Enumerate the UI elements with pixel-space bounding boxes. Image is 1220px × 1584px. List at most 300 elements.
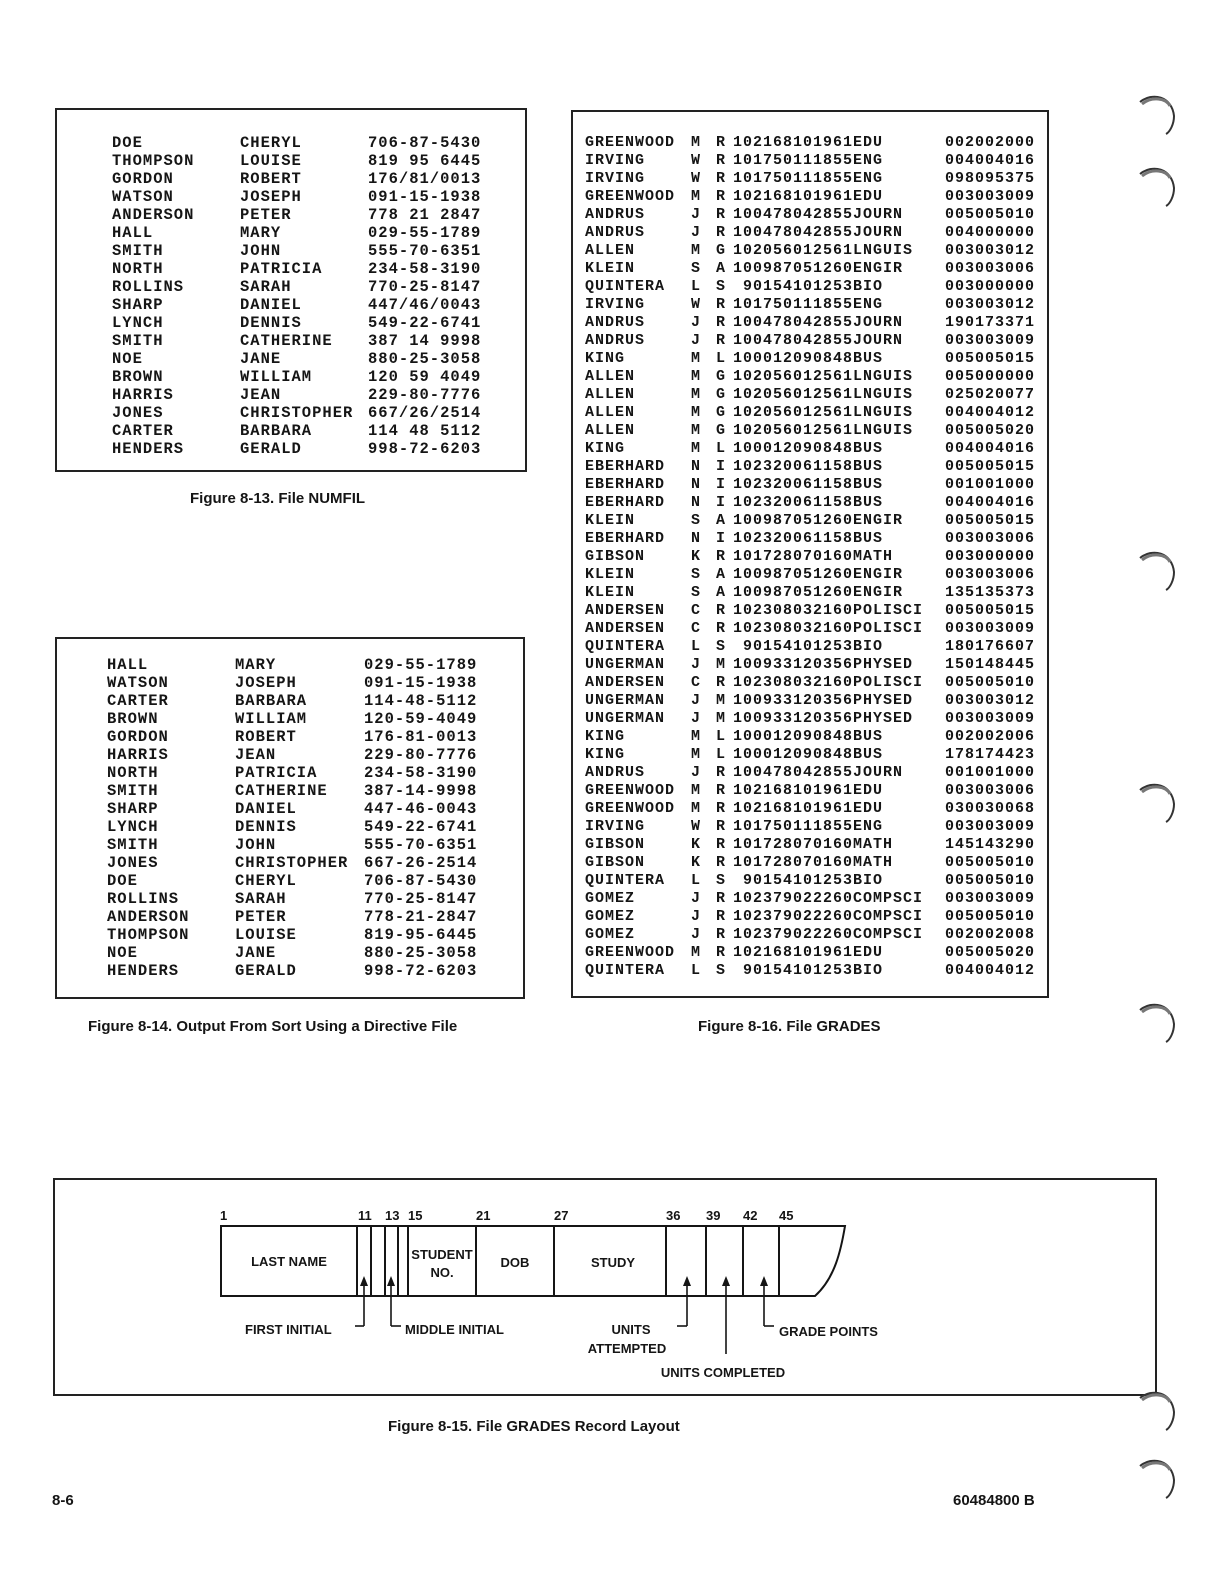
number-cell: 176-81-0013 (364, 728, 478, 746)
first-initial-cell: M (691, 782, 702, 799)
last-name-cell: KLEIN (585, 566, 636, 583)
last-name-cell: ANDRUS (585, 332, 646, 349)
units-cell: 001001000 (945, 764, 1036, 781)
middle-initial-cell: L (716, 440, 727, 457)
record-cell: 90154101253BIO (733, 872, 884, 889)
first-initial-cell: W (691, 818, 702, 835)
record-cell: 100478042855JOURN (733, 764, 904, 781)
page-number: 8-6 (52, 1492, 74, 1509)
record-cell: 102320061158BUS (733, 494, 884, 511)
pos-39: 39 (706, 1208, 721, 1223)
middle-initial-cell: R (716, 548, 727, 565)
units-cell: 025020077 (945, 386, 1036, 403)
first-initial-cell: M (691, 188, 702, 205)
number-cell: 998-72-6203 (364, 962, 478, 980)
units-cell: 003003012 (945, 692, 1036, 709)
record-cell: 102320061158BUS (733, 530, 884, 547)
record-cell: 101728070160MATH (733, 836, 894, 853)
first-initial-cell: C (691, 674, 702, 691)
middle-initial-cell: R (716, 332, 727, 349)
number-cell: 880-25-3058 (364, 944, 478, 962)
number-cell: 549-22-6741 (364, 818, 478, 836)
last-name-cell: DOE (107, 872, 138, 890)
first-name-cell: MARY (240, 224, 282, 242)
last-name-cell: ANDRUS (585, 764, 646, 781)
last-name-cell: EBERHARD (585, 494, 666, 511)
middle-initial-cell: M (716, 692, 727, 709)
last-name-cell: GREENWOOD (585, 134, 676, 151)
first-initial-cell: J (691, 710, 702, 727)
first-name-cell: CHRISTOPHER (235, 854, 349, 872)
first-name-cell: JEAN (235, 746, 277, 764)
middle-initial-cell: R (716, 314, 727, 331)
middle-initial-cell: R (716, 782, 727, 799)
middle-initial-cell: R (716, 170, 727, 187)
binder-hole-icon (1138, 1456, 1180, 1500)
record-cell: 100987051260ENGIR (733, 512, 904, 529)
number-cell: 819 95 6445 (368, 152, 482, 170)
number-cell: 176/81/0013 (368, 170, 482, 188)
figure-8-13-numfil-table (55, 108, 527, 472)
last-name-cell: KING (585, 350, 626, 367)
middle-initial-cell: S (716, 872, 727, 889)
middle-initial-cell: I (716, 476, 727, 493)
last-name-cell: UNGERMAN (585, 692, 666, 709)
last-name-cell: HARRIS (107, 746, 169, 764)
units-cell: 003000000 (945, 278, 1036, 295)
units-cell: 005005015 (945, 602, 1036, 619)
number-cell: 778 21 2847 (368, 206, 482, 224)
last-name-cell: GIBSON (585, 854, 646, 871)
middle-initial-cell: R (716, 224, 727, 241)
record-cell: 102168101961EDU (733, 188, 884, 205)
units-cell: 002002000 (945, 134, 1036, 151)
last-name-cell: KLEIN (585, 584, 636, 601)
first-initial-cell: M (691, 944, 702, 961)
first-initial-cell: C (691, 602, 702, 619)
number-cell: 234-58-3190 (368, 260, 482, 278)
number-cell: 114-48-5112 (364, 692, 478, 710)
middle-initial-cell: R (716, 296, 727, 313)
callout-units-attempted-1: UNITS (611, 1322, 651, 1337)
record-cell: 100987051260ENGIR (733, 584, 904, 601)
record-cell: 100012090848BUS (733, 440, 884, 457)
record-cell: 102056012561LNGUIS (733, 368, 914, 385)
field-student-no-2: NO. (430, 1265, 454, 1280)
last-name-cell: WATSON (112, 188, 174, 206)
first-initial-cell: S (691, 584, 702, 601)
first-name-cell: MARY (235, 656, 277, 674)
binder-hole-icon (1138, 780, 1180, 824)
units-cell: 005005015 (945, 350, 1036, 367)
middle-initial-cell: G (716, 422, 727, 439)
number-cell: 447-46-0043 (364, 800, 478, 818)
first-initial-cell: J (691, 908, 702, 925)
number-cell: 114 48 5112 (368, 422, 482, 440)
first-initial-cell: M (691, 350, 702, 367)
record-cell: 102320061158BUS (733, 476, 884, 493)
record-cell: 102056012561LNGUIS (733, 386, 914, 403)
first-initial-cell: M (691, 422, 702, 439)
units-cell: 005000000 (945, 368, 1036, 385)
figure-8-16-grades-table (571, 110, 1049, 998)
middle-initial-cell: I (716, 530, 727, 547)
units-cell: 002002006 (945, 728, 1036, 745)
callout-units-completed: UNITS COMPLETED (660, 1365, 786, 1380)
number-cell: 555-70-6351 (364, 836, 478, 854)
middle-initial-cell: R (716, 602, 727, 619)
last-name-cell: SMITH (112, 242, 164, 260)
record-cell: 90154101253BIO (733, 278, 884, 295)
last-name-cell: EBERHARD (585, 530, 666, 547)
middle-initial-cell: A (716, 566, 727, 583)
first-initial-cell: K (691, 548, 702, 565)
units-cell: 003003006 (945, 782, 1036, 799)
first-initial-cell: J (691, 206, 702, 223)
number-cell: 387-14-9998 (364, 782, 478, 800)
last-name-cell: GREENWOOD (585, 944, 676, 961)
units-cell: 003000000 (945, 548, 1036, 565)
first-initial-cell: M (691, 134, 702, 151)
last-name-cell: GORDON (112, 170, 174, 188)
units-cell: 005005010 (945, 872, 1036, 889)
middle-initial-cell: G (716, 404, 727, 421)
record-cell: 100012090848BUS (733, 728, 884, 745)
units-cell: 005005020 (945, 944, 1036, 961)
middle-initial-cell: S (716, 278, 727, 295)
first-name-cell: JANE (240, 350, 282, 368)
first-initial-cell: L (691, 872, 702, 889)
units-cell: 003003006 (945, 260, 1036, 277)
record-cell: 102168101961EDU (733, 944, 884, 961)
number-cell: 819-95-6445 (364, 926, 478, 944)
first-name-cell: DENNIS (240, 314, 302, 332)
first-initial-cell: J (691, 656, 702, 673)
figure-8-16-caption: Figure 8-16. File GRADES (698, 1018, 881, 1035)
units-cell: 004004016 (945, 494, 1036, 511)
units-cell: 004000000 (945, 224, 1036, 241)
units-cell: 005005010 (945, 674, 1036, 691)
number-cell: 770-25-8147 (368, 278, 482, 296)
first-initial-cell: L (691, 638, 702, 655)
record-cell: 101728070160MATH (733, 854, 894, 871)
last-name-cell: KING (585, 746, 626, 763)
last-name-cell: JONES (107, 854, 159, 872)
last-name-cell: ROLLINS (107, 890, 180, 908)
document-number: 60484800 B (953, 1492, 1035, 1509)
middle-initial-cell: R (716, 890, 727, 907)
number-cell: 120-59-4049 (364, 710, 478, 728)
last-name-cell: HALL (107, 656, 149, 674)
last-name-cell: UNGERMAN (585, 710, 666, 727)
record-cell: 101750111855ENG (733, 818, 884, 835)
last-name-cell: ALLEN (585, 422, 636, 439)
units-cell: 004004016 (945, 152, 1036, 169)
field-student-no-1: STUDENT (411, 1247, 473, 1262)
first-name-cell: LOUISE (235, 926, 297, 944)
first-name-cell: SARAH (235, 890, 287, 908)
last-name-cell: KING (585, 440, 626, 457)
first-initial-cell: L (691, 962, 702, 979)
last-name-cell: ROLLINS (112, 278, 185, 296)
number-cell: 549-22-6741 (368, 314, 482, 332)
last-name-cell: EBERHARD (585, 476, 666, 493)
middle-initial-cell: L (716, 746, 727, 763)
first-initial-cell: M (691, 368, 702, 385)
first-initial-cell: J (691, 224, 702, 241)
first-initial-cell: N (691, 494, 702, 511)
first-initial-cell: N (691, 476, 702, 493)
pos-15: 15 (408, 1208, 423, 1223)
binder-hole-icon (1138, 1000, 1180, 1044)
last-name-cell: GOMEZ (585, 926, 636, 943)
number-cell: 120 59 4049 (368, 368, 482, 386)
callout-middle-initial: MIDDLE INITIAL (405, 1322, 504, 1337)
last-name-cell: HENDERS (107, 962, 180, 980)
units-cell: 004004016 (945, 440, 1036, 457)
record-cell: 102308032160POLISCI (733, 674, 924, 691)
units-cell: 003003009 (945, 890, 1036, 907)
first-name-cell: PATRICIA (235, 764, 318, 782)
units-cell: 003003009 (945, 620, 1036, 637)
record-cell: 90154101253BIO (733, 638, 884, 655)
first-name-cell: ROBERT (240, 170, 302, 188)
last-name-cell: CARTER (107, 692, 169, 710)
units-cell: 002002008 (945, 926, 1036, 943)
figure-8-15-record-layout (53, 1178, 1157, 1396)
last-name-cell: ANDRUS (585, 314, 646, 331)
figure-8-13-caption: Figure 8-13. File NUMFIL (190, 490, 366, 507)
first-name-cell: DENNIS (235, 818, 297, 836)
last-name-cell: ANDERSEN (585, 602, 666, 619)
number-cell: 706-87-5430 (364, 872, 478, 890)
record-cell: 102168101961EDU (733, 782, 884, 799)
field-dob: DOB (500, 1255, 530, 1270)
number-cell: 029-55-1789 (364, 656, 478, 674)
record-cell: 102168101961EDU (733, 134, 884, 151)
units-cell: 005005020 (945, 422, 1036, 439)
units-cell: 030030068 (945, 800, 1036, 817)
last-name-cell: JONES (112, 404, 164, 422)
last-name-cell: NOE (107, 944, 138, 962)
last-name-cell: IRVING (585, 152, 646, 169)
last-name-cell: GREENWOOD (585, 188, 676, 205)
binder-hole-icon (1138, 164, 1180, 208)
pos-42: 42 (743, 1208, 758, 1223)
first-initial-cell: M (691, 404, 702, 421)
number-cell: 667-26-2514 (364, 854, 478, 872)
units-cell: 003003009 (945, 710, 1036, 727)
pos-27: 27 (554, 1208, 569, 1223)
first-initial-cell: M (691, 800, 702, 817)
middle-initial-cell: G (716, 368, 727, 385)
record-cell: 100933120356PHYSED (733, 692, 914, 709)
middle-initial-cell: M (716, 656, 727, 673)
middle-initial-cell: M (716, 710, 727, 727)
number-cell: 229-80-7776 (368, 386, 482, 404)
units-cell: 004004012 (945, 404, 1036, 421)
units-cell: 005005010 (945, 908, 1036, 925)
first-initial-cell: K (691, 854, 702, 871)
last-name-cell: QUINTERA (585, 962, 666, 979)
last-name-cell: BROWN (112, 368, 164, 386)
units-cell: 003003012 (945, 296, 1036, 313)
first-name-cell: JEAN (240, 386, 282, 404)
units-cell: 003003009 (945, 332, 1036, 349)
middle-initial-cell: A (716, 260, 727, 277)
pos-45: 45 (779, 1208, 794, 1223)
middle-initial-cell: R (716, 620, 727, 637)
first-name-cell: PETER (235, 908, 287, 926)
first-initial-cell: M (691, 242, 702, 259)
number-cell: 229-80-7776 (364, 746, 478, 764)
middle-initial-cell: R (716, 854, 727, 871)
units-cell: 005005010 (945, 206, 1036, 223)
first-initial-cell: J (691, 332, 702, 349)
record-cell: 101728070160MATH (733, 548, 894, 565)
last-name-cell: KLEIN (585, 260, 636, 277)
last-name-cell: SHARP (107, 800, 159, 818)
first-initial-cell: W (691, 170, 702, 187)
first-initial-cell: S (691, 260, 702, 277)
first-name-cell: GERALD (235, 962, 297, 980)
last-name-cell: ANDERSON (112, 206, 195, 224)
first-initial-cell: J (691, 764, 702, 781)
last-name-cell: UNGERMAN (585, 656, 666, 673)
first-name-cell: GERALD (240, 440, 302, 458)
last-name-cell: HALL (112, 224, 154, 242)
units-cell: 150148445 (945, 656, 1036, 673)
middle-initial-cell: R (716, 836, 727, 853)
first-name-cell: SARAH (240, 278, 292, 296)
last-name-cell: KLEIN (585, 512, 636, 529)
middle-initial-cell: G (716, 242, 727, 259)
first-initial-cell: C (691, 620, 702, 637)
record-layout-diagram (55, 1180, 1155, 1394)
record-cell: 101750111855ENG (733, 170, 884, 187)
middle-initial-cell: R (716, 818, 727, 835)
middle-initial-cell: R (716, 800, 727, 817)
first-name-cell: JOHN (235, 836, 277, 854)
last-name-cell: ANDRUS (585, 206, 646, 223)
last-name-cell: ANDERSEN (585, 620, 666, 637)
record-cell: 100012090848BUS (733, 746, 884, 763)
middle-initial-cell: R (716, 908, 727, 925)
units-cell: 098095375 (945, 170, 1036, 187)
last-name-cell: ANDERSON (107, 908, 190, 926)
last-name-cell: BROWN (107, 710, 159, 728)
last-name-cell: GOMEZ (585, 890, 636, 907)
first-initial-cell: N (691, 530, 702, 547)
units-cell: 180176607 (945, 638, 1036, 655)
number-cell: 778-21-2847 (364, 908, 478, 926)
pos-36: 36 (666, 1208, 681, 1223)
first-name-cell: PATRICIA (240, 260, 323, 278)
record-cell: 102056012561LNGUIS (733, 404, 914, 421)
record-cell: 100478042855JOURN (733, 332, 904, 349)
first-initial-cell: W (691, 296, 702, 313)
record-cell: 101750111855ENG (733, 152, 884, 169)
first-initial-cell: J (691, 926, 702, 943)
record-cell: 100987051260ENGIR (733, 260, 904, 277)
first-initial-cell: L (691, 278, 702, 295)
first-name-cell: CATHERINE (240, 332, 333, 350)
units-cell: 005005015 (945, 512, 1036, 529)
units-cell: 190173371 (945, 314, 1036, 331)
first-name-cell: CATHERINE (235, 782, 328, 800)
units-cell: 005005010 (945, 854, 1036, 871)
middle-initial-cell: A (716, 584, 727, 601)
last-name-cell: SHARP (112, 296, 164, 314)
field-last-name: LAST NAME (251, 1254, 327, 1269)
middle-initial-cell: S (716, 638, 727, 655)
figure-8-14-sort-output-table (55, 637, 525, 999)
units-cell: 005005015 (945, 458, 1036, 475)
last-name-cell: IRVING (585, 818, 646, 835)
last-name-cell: ALLEN (585, 386, 636, 403)
number-cell: 091-15-1938 (368, 188, 482, 206)
record-cell: 100478042855JOURN (733, 314, 904, 331)
last-name-cell: ALLEN (585, 404, 636, 421)
field-study: STUDY (590, 1255, 636, 1270)
last-name-cell: HARRIS (112, 386, 174, 404)
last-name-cell: DOE (112, 134, 143, 152)
last-name-cell: THOMPSON (107, 926, 190, 944)
first-name-cell: JOSEPH (240, 188, 302, 206)
record-cell: 100987051260ENGIR (733, 566, 904, 583)
number-cell: 447/46/0043 (368, 296, 482, 314)
record-cell: 100478042855JOURN (733, 206, 904, 223)
middle-initial-cell: L (716, 728, 727, 745)
first-name-cell: DANIEL (240, 296, 302, 314)
units-cell: 003003009 (945, 188, 1036, 205)
number-cell: 091-15-1938 (364, 674, 478, 692)
last-name-cell: NORTH (107, 764, 159, 782)
middle-initial-cell: R (716, 134, 727, 151)
pos-1: 1 (220, 1208, 228, 1223)
middle-initial-cell: R (716, 944, 727, 961)
last-name-cell: GIBSON (585, 836, 646, 853)
callout-first-initial: FIRST INITIAL (245, 1322, 332, 1337)
number-cell: 234-58-3190 (364, 764, 478, 782)
first-name-cell: JANE (235, 944, 277, 962)
first-initial-cell: W (691, 152, 702, 169)
binder-hole-icon (1138, 92, 1180, 136)
middle-initial-cell: S (716, 962, 727, 979)
last-name-cell: SMITH (112, 332, 164, 350)
middle-initial-cell: I (716, 458, 727, 475)
last-name-cell: QUINTERA (585, 872, 666, 889)
callout-grade-points: GRADE POINTS (779, 1324, 878, 1339)
last-name-cell: ALLEN (585, 368, 636, 385)
first-name-cell: LOUISE (240, 152, 302, 170)
last-name-cell: QUINTERA (585, 278, 666, 295)
record-cell: 100933120356PHYSED (733, 710, 914, 727)
first-initial-cell: N (691, 458, 702, 475)
middle-initial-cell: G (716, 386, 727, 403)
last-name-cell: WATSON (107, 674, 169, 692)
number-cell: 667/26/2514 (368, 404, 482, 422)
units-cell: 135135373 (945, 584, 1036, 601)
middle-initial-cell: R (716, 926, 727, 943)
last-name-cell: KING (585, 728, 626, 745)
record-cell: 102056012561LNGUIS (733, 422, 914, 439)
record-cell: 102056012561LNGUIS (733, 242, 914, 259)
first-name-cell: JOSEPH (235, 674, 297, 692)
record-cell: 101750111855ENG (733, 296, 884, 313)
record-cell: 102320061158BUS (733, 458, 884, 475)
last-name-cell: LYNCH (112, 314, 164, 332)
